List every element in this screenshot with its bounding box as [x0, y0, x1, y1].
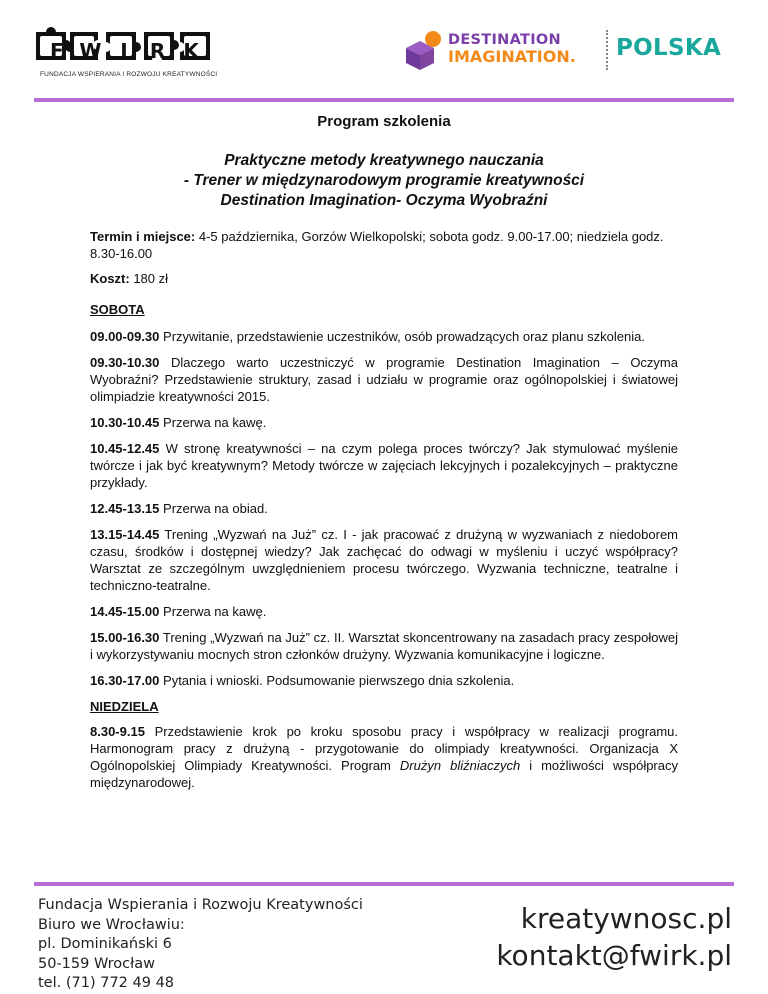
agenda-text: Dlaczego warto uczestniczyć w programie Destination Imagination – Oczyma Wyobraźni? Przedstawienie struktury, zasad i udziału w programie oraz ogólnopolskiej i światowej olimpiadzie kreatywności 2015. [90, 355, 678, 404]
koszt-label: Koszt: [90, 271, 130, 286]
koszt-paragraph [90, 270, 678, 287]
di-cube-icon [402, 28, 446, 72]
agenda-item [90, 603, 678, 620]
subtitle-line: - Trener w międzynarodowym programie kreatywności [183, 172, 585, 189]
fwirk-logo [34, 18, 218, 82]
page-title: Program szkolenia [317, 113, 451, 130]
agenda-time: 09.30-10.30 [90, 355, 160, 370]
agenda-text: W stronę kreatywności – na czym polega proces twórczy? Jak stymulować myślenie twórcze i jak być kreatywnym? Metody twórcze w zajęciach lekcyjnych i pozalekcyjnych – praktyczne przykłady. [90, 441, 678, 490]
agenda-text: i możliwości współpracy międzynarodowej. [90, 758, 678, 790]
address-line: pl. Dominikański 6 [38, 936, 172, 952]
agenda-item [90, 414, 678, 431]
fwirk-letter: I [120, 39, 128, 63]
address-line: 50-159 Wrocław [38, 955, 156, 972]
agenda-text-emphasis: Drużyn bliźniaczych [399, 758, 521, 773]
fwirk-letter: W [79, 39, 102, 63]
agenda-text: Przerwa na obiad. [159, 501, 268, 516]
agenda-time: 8.30-9.15 [90, 724, 145, 739]
address-line: Biuro we Wrocławiu: [38, 916, 185, 933]
agenda-time: 10.45-12.45 [90, 441, 160, 456]
agenda-text: Trening „Wyzwań na Już” cz. I - jak pracować z drużyną w wyzwaniach z niedoborem czasu, środków i dostępnej wiedzy? Jak zachęcać do odwagi w myśleniu i uczyć współpracy? Warsztat ze szczególnym uwzględnieniem procesu twórczego. Wyzwania techniczne, teatralne i techniczno-teatralne. [90, 527, 678, 593]
agenda-text: Przedstawienie krok po kroku sposobu pracy i współpracy w realizacji programu. Harmonogram pracy z drużyną - przygotowanie do olimpiady kreatywności. Organizacja X Ogólnopolskiej Olimpiady Kreatywności. Program [90, 724, 678, 773]
polska-label: POLSKA [616, 35, 722, 61]
agenda-time: 15.00-16.30 [90, 630, 160, 645]
agenda-item [90, 354, 678, 405]
di-logo-line2: IMAGINATION. [448, 47, 576, 66]
agenda-time: 12.45-13.15 [90, 501, 160, 516]
fwirk-letter: R [149, 39, 166, 63]
footer-website: kreatywnosc.pl [520, 902, 732, 935]
section-sobota: SOBOTA [90, 302, 145, 317]
fwirk-letter: F [49, 39, 64, 63]
termin-label: Termin i miejsce: [90, 229, 196, 244]
logo-separator [606, 30, 610, 70]
section-niedziela: NIEDZIELA [90, 699, 159, 714]
destination-imagination-logo [402, 28, 602, 72]
agenda-text: Pytania i wnioski. Podsumowanie pierwszego dnia szkolenia. [159, 673, 515, 688]
agenda-text: Przerwa na kawę. [159, 604, 267, 619]
agenda-time: 16.30-17.00 [90, 673, 160, 688]
document-body [90, 112, 678, 800]
agenda-time: 10.30-10.45 [90, 415, 160, 430]
agenda-item [90, 723, 678, 791]
agenda-text: Przywitanie, przedstawienie uczestników, osób prowadzących oraz planu szkolenia. [159, 329, 645, 344]
koszt-text: 180 zł [129, 271, 169, 286]
agenda-time: 13.15-14.45 [90, 527, 160, 542]
agenda-item [90, 629, 678, 663]
footer-address [38, 896, 363, 994]
footer-contact [496, 900, 732, 974]
agenda-item [90, 440, 678, 491]
agenda-text: Trening „Wyzwań na Już” cz. II. Warsztat skoncentrowany na zasadach pracy zespołowej i wykorzystywaniu mocnych stron członków drużyny. Wyzwania komunikacyjne i logiczne. [90, 630, 678, 662]
footer-email: kontakt@fwirk.pl [496, 939, 732, 972]
agenda-time: 14.45-15.00 [90, 604, 160, 619]
agenda-text: Przerwa na kawę. [159, 415, 267, 430]
agenda-item [90, 500, 678, 517]
agenda-item [90, 328, 678, 345]
agenda-item [90, 526, 678, 594]
termin-paragraph [90, 228, 678, 262]
course-subtitle [90, 151, 678, 211]
fwirk-caption: FUNDACJA WSPIERANIA I ROZWOJU KREATYWNOŚCI [40, 71, 218, 78]
subtitle-line: Destination Imagination- Oczyma Wyobraźni [220, 192, 548, 209]
bottom-divider [34, 882, 734, 886]
subtitle-line: Praktyczne metody kreatywnego nauczania [224, 152, 544, 169]
page-header [0, 0, 768, 100]
address-line: Fundacja Wspierania i Rozwoju Kreatywności [38, 897, 363, 913]
address-line: tel. (71) 772 49 48 [38, 975, 175, 991]
agenda-time: 09.00-09.30 [90, 329, 160, 344]
di-logo-line1: DESTINATION [448, 32, 561, 48]
agenda-item [90, 672, 678, 689]
top-divider [34, 98, 734, 102]
fwirk-letter: K [183, 39, 199, 63]
termin-text: 4-5 października, Gorzów Wielkopolski; sobota godz. 9.00-17.00; niedziela godz. 8.30-16.00 [90, 229, 664, 261]
